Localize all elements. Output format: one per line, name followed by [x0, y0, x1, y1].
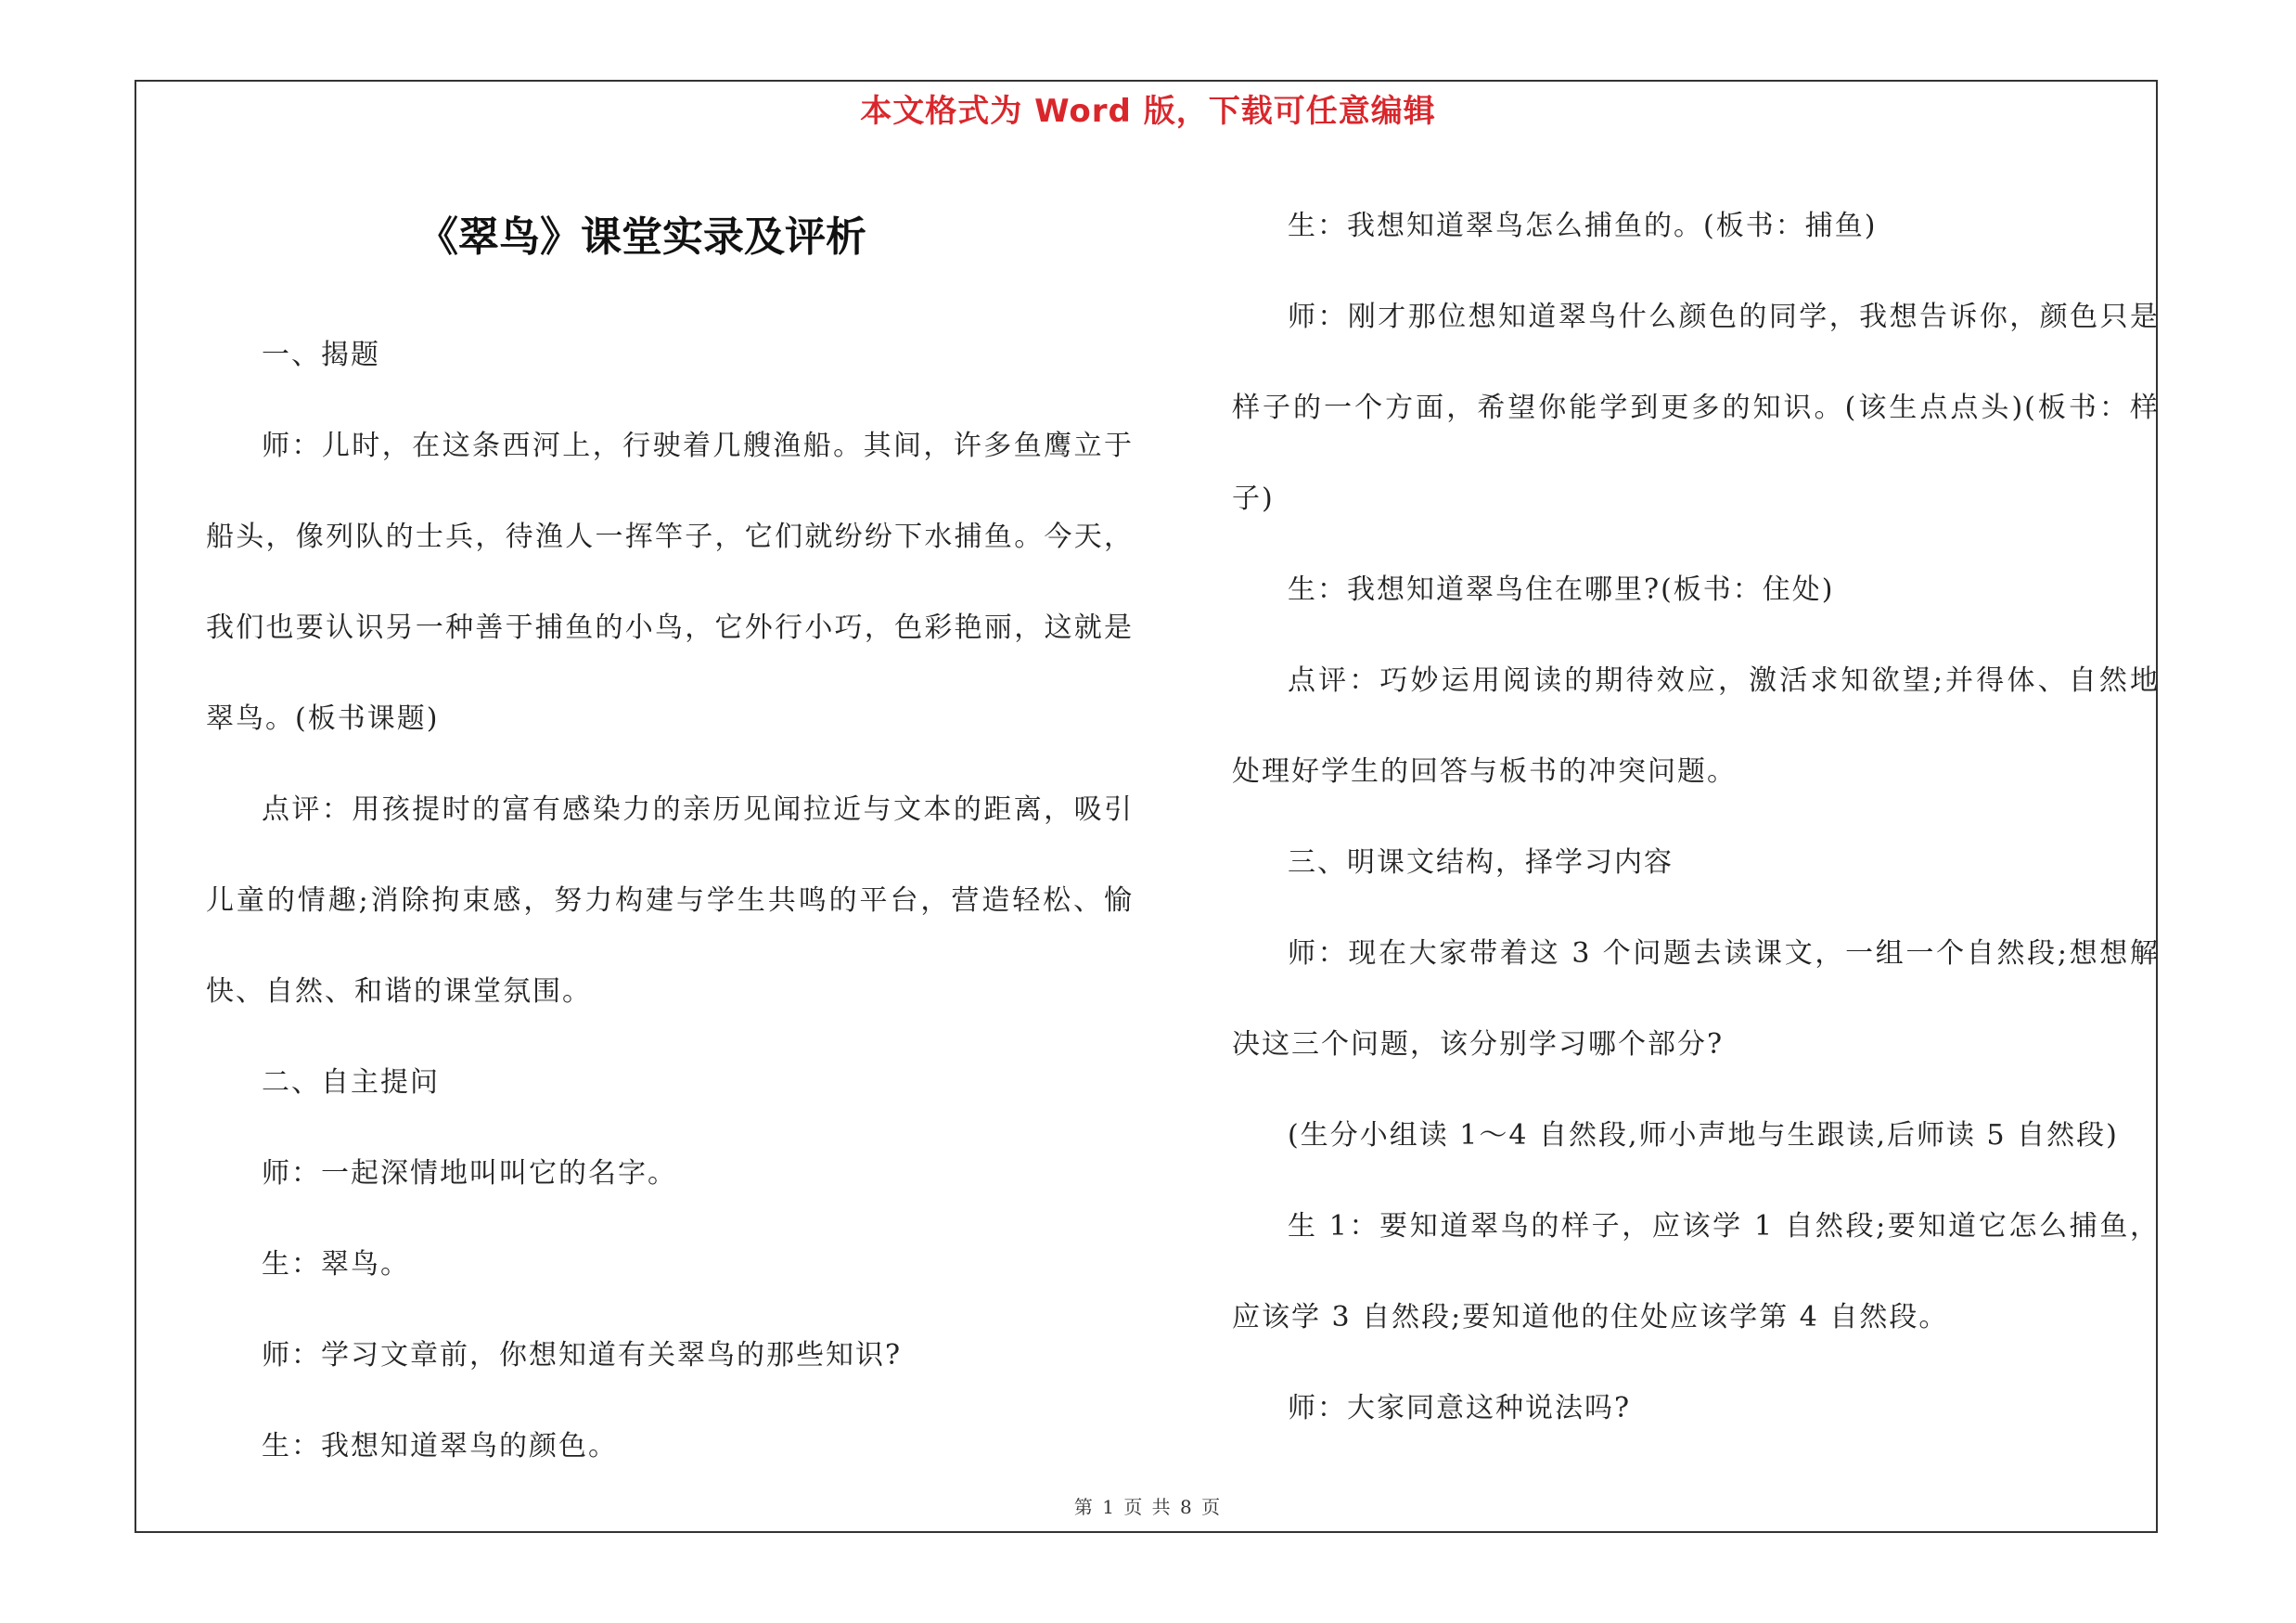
right-column	[1232, 181, 2160, 1454]
left-column	[206, 193, 1134, 1492]
paragraph: 点评：用孩提时的富有感染力的亲历见闻拉近与文本的距离，吸引儿童的情趣;消除拘束感，努力构建与学生共鸣的平台，营造轻松、愉快、自然、和谐的课堂氛围。	[206, 793, 1134, 1008]
paragraph: 师：学习文章前，你想知道有关翠鸟的那些知识?	[262, 1339, 903, 1372]
paragraph: 一、揭题	[262, 339, 380, 371]
paragraph: (生分小组读 1～4 自然段,师小声地与生跟读,后师读 5 自然段)	[1288, 1119, 2119, 1152]
paragraph: 师：刚才那位想知道翠鸟什么颜色的同学，我想告诉你，颜色只是样子的一个方面，希望你能学到更多的知识。(该生点点头)(板书：样子)	[1232, 301, 2160, 515]
paragraph: 生：我想知道翠鸟怎么捕鱼的。(板书：捕鱼)	[1288, 210, 1878, 242]
paragraph: 三、明课文结构，择学习内容	[1288, 846, 1674, 879]
paragraph: 生：我想知道翠鸟的颜色。	[262, 1430, 618, 1462]
paragraph: 生：翠鸟。	[262, 1248, 410, 1281]
paragraph: 生 1：要知道翠鸟的样子，应该学 1 自然段;要知道它怎么捕鱼，应该学 3 自然段;要知道他的住处应该学第 4 自然段。	[1232, 1210, 2160, 1333]
page-number: 第 1 页 共 8 页	[1073, 1496, 1223, 1518]
paragraph: 师：儿时，在这条西河上，行驶着几艘渔船。其间，许多鱼鹰立于船头，像列队的士兵，待渔人一挥竿子，它们就纷纷下水捕鱼。今天，我们也要认识另一种善于捕鱼的小鸟，它外行小巧，色彩艳丽，这就是翠鸟。(板书课题)	[206, 430, 1134, 735]
format-banner: 本文格式为 Word 版，下载可任意编辑	[860, 93, 1436, 130]
paragraph: 师：现在大家带着这 3 个问题去读课文，一组一个自然段;想想解决这三个问题，该分别学习哪个部分?	[1232, 937, 2160, 1061]
document-title: 《翠鸟》课堂实录及评析	[417, 213, 866, 261]
paragraph: 师：一起深情地叫叫它的名字。	[262, 1157, 677, 1190]
paragraph: 师：大家同意这种说法吗?	[1288, 1392, 1632, 1424]
paragraph: 二、自主提问	[262, 1066, 440, 1099]
paragraph: 生：我想知道翠鸟住在哪里?(板书：住处)	[1288, 573, 1835, 606]
paragraph: 点评：巧妙运用阅读的期待效应，激活求知欲望;并得体、自然地处理好学生的回答与板书的冲突问题。	[1232, 664, 2160, 788]
